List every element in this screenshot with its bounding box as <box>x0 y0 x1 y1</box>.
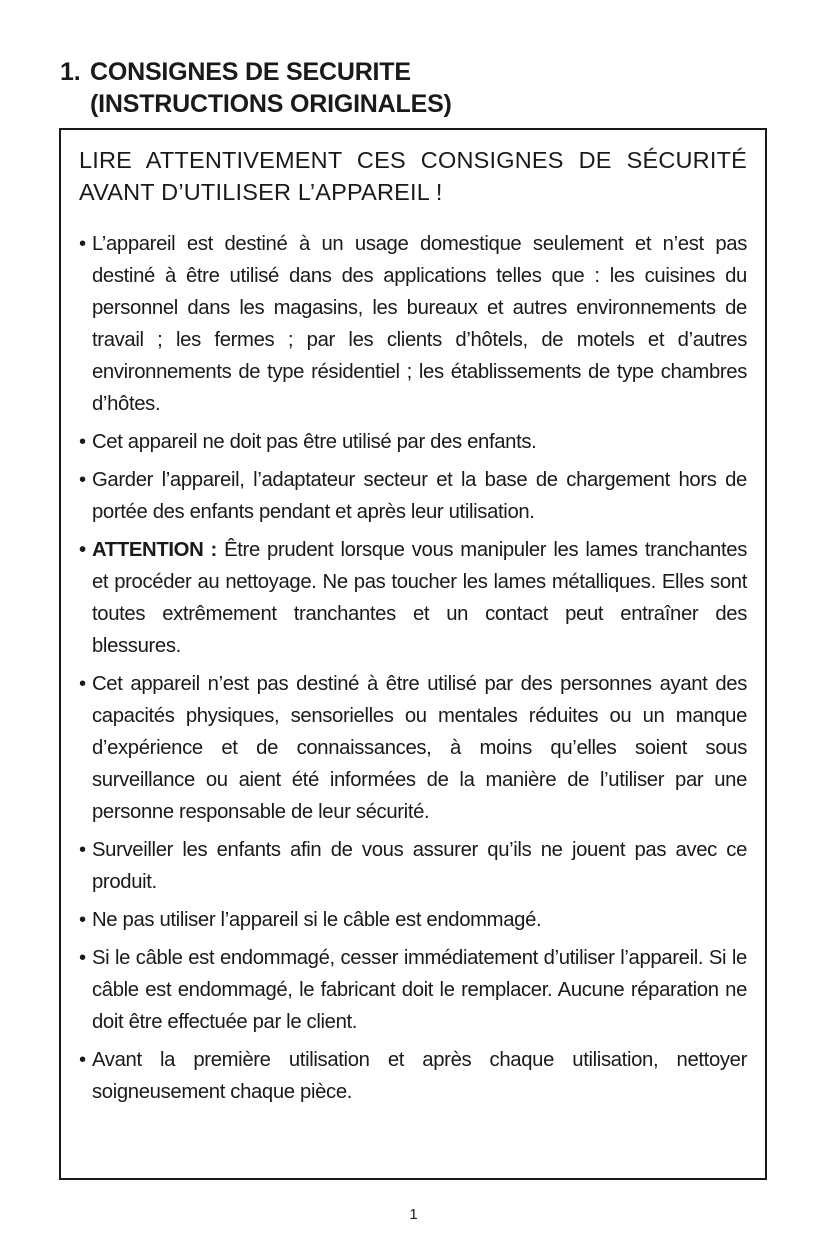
list-item <box>79 834 747 898</box>
list-item-text: Surveiller les enfants afin de vous assurer qu’ils ne jouent pas avec ce produit. <box>92 839 747 893</box>
list-item-text: Ne pas utiliser l’appareil si le câble est endommagé. <box>92 909 542 931</box>
safety-rules-list <box>79 228 747 1108</box>
section-title-line1: CONSIGNES DE SECURITE <box>90 58 411 86</box>
bullet-icon: • <box>79 673 86 695</box>
list-item <box>79 426 747 458</box>
list-item <box>79 942 747 1038</box>
list-item <box>79 228 747 420</box>
warning-title: LIRE ATTENTIVEMENT CES CONSIGNES DE SÉCURITÉ AVANT D’UTILISER L’APPAREIL ! <box>79 147 747 205</box>
bullet-icon: • <box>79 947 86 969</box>
section-number: 1. <box>60 58 81 86</box>
bullet-icon: • <box>79 233 86 255</box>
section-title-line2: (INSTRUCTIONS ORIGINALES) <box>90 90 452 118</box>
list-item-text: L’appareil est destiné à un usage domestique seulement et n’est pas destiné à être utilisé dans des applications telles que : les cuisines du personnel dans les magasins, les bureaux et autres environnements de travail ; les fermes ; par les clients d’hôtels, de motels et d’autres environnements de type résidentiel ; les établissements de type chambres d’hôtes. <box>92 233 747 415</box>
list-item-text: Garder l’appareil, l’adaptateur secteur et la base de chargement hors de portée des enfants pendant et après leur utilisation. <box>92 469 747 523</box>
list-item <box>79 464 747 528</box>
bullet-icon: • <box>79 539 86 561</box>
bullet-icon: • <box>79 431 86 453</box>
safety-instructions-box <box>59 128 767 1180</box>
list-item <box>79 534 747 662</box>
list-item-text: Cet appareil n’est pas destiné à être utilisé par des personnes ayant des capacités physiques, sensorielles ou mentales réduites ou un manque d’expérience et de connaissances, à moins qu’elles soient sous surveillance ou aient été informées de la manière de l’utiliser par une personne responsable de leur sécurité. <box>92 673 747 823</box>
bullet-icon: • <box>79 909 86 931</box>
list-item-text: Avant la première utilisation et après chaque utilisation, nettoyer soigneusement chaque pièce. <box>92 1049 747 1103</box>
list-item <box>79 1044 747 1108</box>
bullet-icon: • <box>79 839 86 861</box>
bullet-icon: • <box>79 1049 86 1071</box>
list-item-text: Si le câble est endommagé, cesser immédiatement d’utiliser l’appareil. Si le câble est endommagé, le fabricant doit le remplacer. Aucune réparation ne doit être effectuée par le client. <box>92 947 747 1033</box>
list-item <box>79 904 747 936</box>
attention-label: ATTENTION : <box>92 539 217 561</box>
page-number: 1 <box>409 1206 418 1223</box>
bullet-icon: • <box>79 469 86 491</box>
section-heading <box>60 56 760 120</box>
list-item-text: Cet appareil ne doit pas être utilisé par des enfants. <box>92 431 537 453</box>
list-item <box>79 668 747 828</box>
list-item-text: Être prudent lorsque vous manipuler les lames tranchantes et procéder au nettoyage. Ne pas toucher les lames métalliques. Elles sont toutes extrêmement tranchantes et un contact peut entraîner des blessures. <box>92 539 747 657</box>
